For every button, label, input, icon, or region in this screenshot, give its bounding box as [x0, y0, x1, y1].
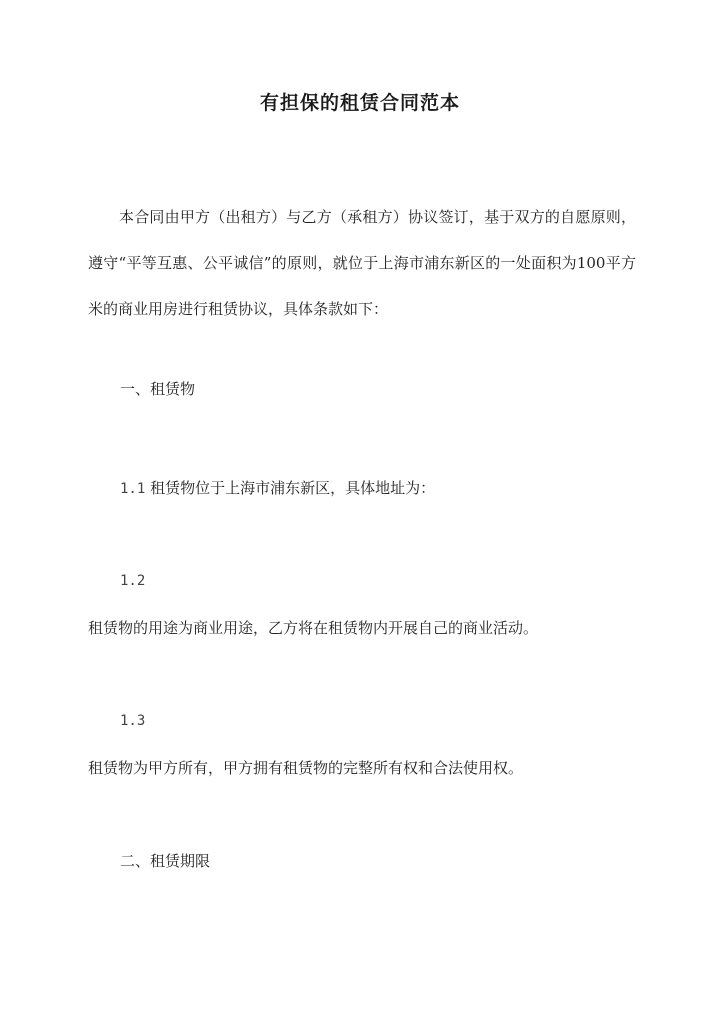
clause-1-1: [120, 477, 435, 498]
section-1-heading: 一、租赁物: [120, 380, 196, 398]
clause-1-3-text: 租赁物为甲方所有，甲方拥有租赁物的完整所有权和合法使用权。: [88, 759, 524, 777]
clause-1-2-text: 租赁物的用途为商业用途，乙方将在租赁物内开展自己的商业活动。: [88, 619, 539, 637]
document-title: 有担保的租赁合同范本: [259, 92, 460, 114]
section-2-heading: 二、租赁期限: [120, 852, 211, 870]
clause-1-1-number: 1.1: [120, 481, 146, 497]
clause-1-2-number: 1.2: [120, 573, 146, 589]
clause-1-3-number: 1.3: [120, 713, 146, 729]
intro-paragraph: 本合同由甲方（出租方）与乙方（承租方）协议签订，基于双方的自愿原则，遵守“平等互惠、公平诚信”的原则，就位于上海市浦东新区的一处面积为100平方米的商业用房进行租赁协议，具体条款如下：: [88, 208, 636, 318]
clause-1-1-text: 租赁物位于上海市浦东新区，具体地址为：: [150, 479, 436, 497]
